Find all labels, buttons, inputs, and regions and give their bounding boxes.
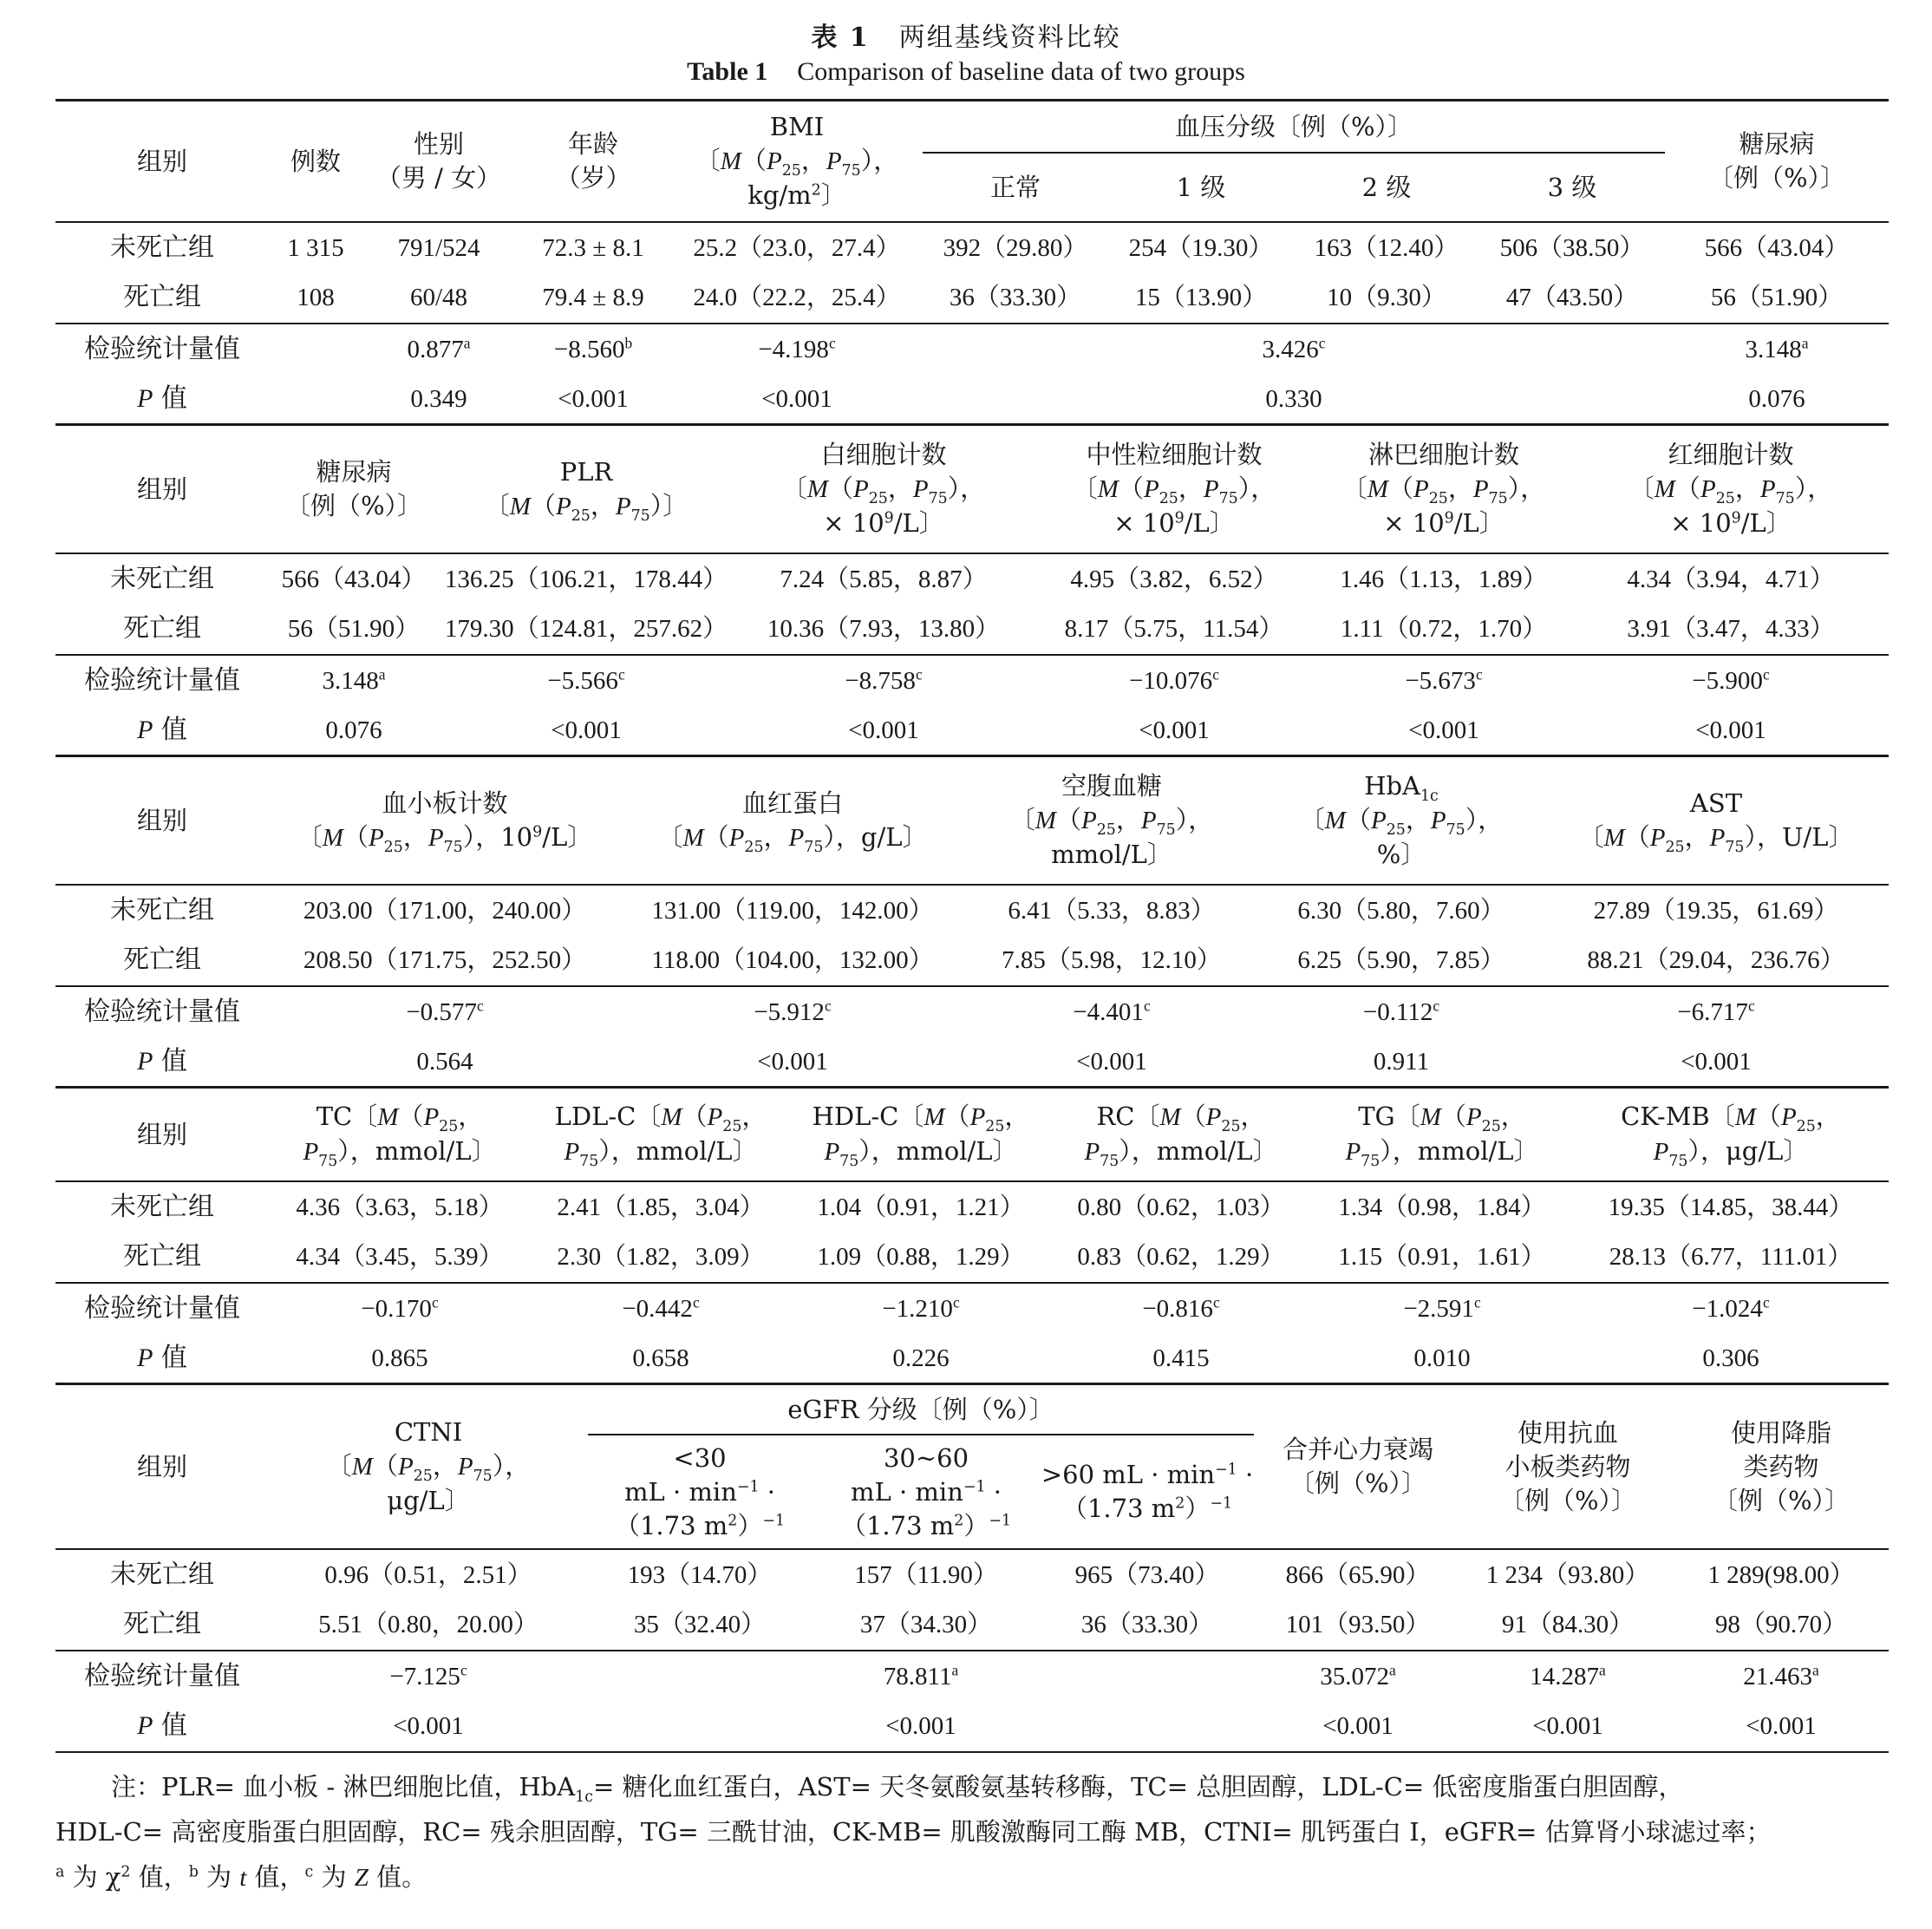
table-cell: 72.3 ± 8.1 [542,233,644,262]
baseline-table-part-5 [55,1383,1889,1753]
p-value-cell: <0.001 [885,1712,956,1741]
table-cell: 203.00（171.00，240.00） [303,896,587,925]
p-value-cell: <0.001 [1532,1712,1603,1741]
statistic-cell: −6.717$^c$ [1677,997,1755,1026]
header-egfr-30-60: 30~60 mL · $\min^{-1}$ · （1.73 $m^2)^{-1}$ [840,1442,1012,1540]
table-cell: 136.25（106.21，178.44） [444,565,728,593]
table-cell: 157（11.90） [854,1560,998,1589]
statistic-cell: −5.566$^c$ [547,665,625,695]
table-cell: 1 289(98.00） [1707,1560,1855,1589]
header-egfr-gt60: >60 mL · $\min^{-1}$ · （1.73 $m^2)^{-1}$ [1041,1460,1254,1523]
header-plr: PLR 〔$M(P_{25}$，$P_{75}$）〕 [484,456,689,525]
table-cell: 88.21（29.04，236.76） [1587,946,1845,975]
header-bp-3: 3 级 [1547,172,1597,202]
p-value-cell: <0.001 [1139,716,1210,745]
table-number-en: Table 1 [687,57,768,86]
p-value-cell: <0.001 [1322,1712,1394,1741]
table-cell: 254（19.30） [1128,233,1274,262]
table-cell: 56（51.90） [287,615,421,644]
p-value-cell: 0.306 [1702,1344,1759,1373]
table-cell: 0.80（0.62，1.03） [1077,1193,1285,1221]
statistic-cell: −0.170$^c$ [361,1293,439,1323]
table-cell: 2.30（1.82，3.09） [557,1243,765,1272]
table-row-death [55,1600,1889,1651]
table-cell: 6.30（5.80，7.60） [1297,896,1505,925]
table-footnote: 注：PLR= 血小板 - 淋巴细胞比值，HbA$_{1c}$= 糖化血红蛋白，AST= 天冬氨酸氨基转移酶，TC= 总胆固醇，LDL-C= 低密度脂蛋白胆固醇， HDL-C= 高密度脂蛋白胆固醇，RC= 残余胆固醇，TG= 三酰甘油，CK-MB= 肌酸激酶同工酶 MB，CTNI= 肌钙蛋白 I，eGFR= 估算肾小球滤过率； $^a$ 为 $\chi^2$ 值，$^b$ 为 t 值，$^c$ 为 Z 值。 [55,1772,1772,1892]
header-bp-1: 1 级 [1176,172,1226,202]
header-egfr-lt30: <30 mL · $\min^{-1}$ · （1.73 $m^2)^{-1}$ [614,1442,786,1540]
header-group: 组别 [136,146,187,176]
table-cell: 4.34（3.94，4.71） [1627,565,1835,593]
table-cell: 1.11（0.72，1.70） [1340,615,1548,644]
table-row-p [55,1037,1889,1089]
header-ldl: LDL-C〔$M(P_{25}$， $P_{75}$），mmol/L〕 [554,1102,767,1170]
p-value-cell: <0.001 [1076,1048,1147,1076]
table-block-3 [55,755,1889,1089]
baseline-table-part-4 [55,1086,1889,1385]
statistic-cell: −1.024$^c$ [1692,1293,1770,1323]
row-label-death: 死亡组 [123,1241,201,1272]
table-caption-zh [0,16,1932,54]
table-cell: 0.83（0.62，1.29） [1077,1243,1285,1272]
table-cell: 4.34（3.45，5.39） [296,1243,504,1272]
table-cell: 19.35（14.85，38.44） [1608,1193,1854,1221]
table-cell: 179.30（124.81，257.62） [444,615,728,644]
header-wbc: 白细胞计数 〔$M(P_{25}$，$P_{75}$）， × $10^9/L$〕 [781,440,986,538]
table-cell: 1.46（1.13，1.89） [1340,565,1548,593]
p-value-cell: 0.911 [1373,1048,1430,1076]
table-cell-empty [269,324,362,375]
table-cell: 10.36（7.93，13.80） [767,615,1001,644]
row-label-statistic: 检验统计量值 [84,1292,240,1324]
p-value-cell: 0.076 [1748,385,1805,414]
statistic-cell: 0.877$^a$ [407,334,471,363]
table-cell: 27.89（19.35，61.69） [1593,896,1839,925]
p-value-cell: <0.001 [848,716,919,745]
table-cell: 7.85（5.98，12.10） [1002,946,1222,975]
table-cell: 15（13.90） [1134,284,1268,312]
table-row-survivor [55,1549,1889,1600]
table-row-survivor [55,222,1889,273]
table-cell: 0.96（0.51，2.51） [324,1560,532,1589]
table-row-survivor [55,885,1889,936]
table-caption-en [0,57,1932,87]
header-egfr: eGFR 分级〔例（%）〕 [588,1384,1254,1435]
statistic-cell: −8.560$^b$ [553,334,633,363]
table-block-5 [55,1383,1889,1753]
table-cell: 1 315 [287,233,344,262]
table-cell: 108 [297,284,335,312]
p-value-cell: 0.564 [416,1048,473,1076]
statistic-cell: −5.673$^c$ [1405,665,1483,695]
table-cell: 6.25（5.90，7.85） [1297,946,1505,975]
statistic-cell: −4.198$^c$ [758,334,836,363]
header-rbc: 红细胞计数 〔$M(P_{25}$，$P_{75}$）， × $10^9/L$〕 [1628,440,1833,538]
table-cell: 36（33.30） [949,284,1082,312]
p-value-cell: 0.349 [410,385,467,414]
table-cell: 35（32.40） [633,1611,767,1639]
table-cell: 1 234（93.80） [1485,1560,1650,1589]
table-cell: 965（73.40） [1074,1560,1220,1589]
table-title-en: Comparison of baseline data of two groups [797,57,1245,86]
header-antiplatelet: 使用抗血 小板类药物 〔例（%）〕 [1498,1417,1637,1515]
header-age: 年龄 （岁） [555,129,631,193]
table-cell: 60/48 [409,284,468,312]
table-cell: 193（14.70） [627,1560,773,1589]
header-hba1c: HbA$_{1c}$ 〔$M(P_{25}$，$P_{75}$）， %〕 [1299,771,1504,869]
table-cell: 36（33.30） [1080,1611,1214,1639]
table-cell: 24.0（22.2，25.4） [693,284,901,312]
table-row-p [55,1334,1889,1385]
table-cell: 1.04（0.91，1.21） [817,1193,1025,1221]
p-value-cell: <0.001 [1681,1048,1752,1076]
table-cell: 6.41（5.33，8.83） [1008,896,1216,925]
row-label-statistic: 检验统计量值 [84,1660,240,1691]
table-cell: 37（34.30） [859,1611,993,1639]
statistic-cell: −7.125$^c$ [389,1661,467,1690]
row-label-p: P 值 [137,1046,187,1077]
table-cell: 1.09（0.88，1.29） [817,1243,1025,1272]
header-neutrophil: 中性粒细胞计数 〔$M(P_{25}$，$P_{75}$）， × $10^9/L$〕 [1072,440,1276,538]
table-cell: 79.4 ± 8.9 [542,284,644,312]
statistic-cell: −0.816$^c$ [1142,1293,1220,1323]
table-cell-empty [269,375,362,426]
statistic-cell: 3.426$^c$ [1262,334,1326,363]
p-value-cell: 0.010 [1413,1344,1471,1373]
statistic-cell: −5.912$^c$ [754,997,832,1026]
header-platelet: 血小板计数 〔$M(P_{25}$，$P_{75}$），$10^9/L$〕 [297,788,593,856]
p-value-cell: <0.001 [558,385,629,414]
table-row-statistic [55,1651,1889,1702]
table-cell: 47（43.50） [1505,284,1639,312]
statistic-cell: 14.287$^a$ [1530,1661,1606,1690]
header-diabetes: 糖尿病 〔例（%）〕 [284,457,423,520]
statistic-cell: 35.072$^a$ [1320,1661,1396,1690]
table-cell: 566（43.04） [281,565,427,593]
table-cell: 3.91（3.47，4.33） [1627,615,1835,644]
p-value-cell: <0.001 [757,1048,828,1076]
baseline-table-part-3 [55,755,1889,1089]
table-cell: 392（29.80） [943,233,1088,262]
row-label-survivor: 未死亡组 [110,894,214,925]
table-cell: 4.95（3.82，6.52） [1070,565,1278,593]
header-diabetes: 糖尿病 〔例（%）〕 [1707,129,1846,193]
table-row-survivor [55,553,1889,605]
table-block-1 [55,99,1889,426]
row-label-statistic: 检验统计量值 [84,996,240,1027]
statistic-cell: −2.591$^c$ [1403,1293,1481,1323]
row-label-p: P 值 [137,383,187,415]
table-cell: 118.00（104.00，132.00） [651,946,934,975]
p-value-cell: <0.001 [761,385,832,414]
table-row-p [55,1702,1889,1753]
row-label-death: 死亡组 [123,613,201,644]
table-title-zh: 两组基线资料比较 [898,23,1121,53]
row-label-p: P 值 [137,715,187,746]
table-number-zh: 表 1 [811,23,870,53]
header-hemoglobin: 血红蛋白 〔$M(P_{25}$，$P_{75}$），g/L〕 [657,788,928,856]
p-value-cell: <0.001 [1746,1712,1817,1741]
table-cell: 4.36（3.63，5.18） [296,1193,504,1221]
table-block-4 [55,1086,1889,1385]
p-value-cell: <0.001 [551,716,622,745]
header-group: 组别 [136,474,187,504]
statistic-cell: −0.577$^c$ [406,997,484,1026]
table-cell: 2.41（1.85，3.04） [557,1193,765,1221]
table-cell: 25.2（23.0，27.4） [693,233,901,262]
table-row-survivor [55,1181,1889,1233]
table-cell: 208.50（171.75，252.50） [303,946,587,975]
table-cell: 101（93.50） [1285,1611,1431,1639]
row-label-survivor: 未死亡组 [110,563,214,594]
table-cell: 8.17（5.75，11.54） [1064,615,1284,644]
header-group: 组别 [136,1451,187,1481]
table-cell: 506（38.50） [1499,233,1645,262]
p-value-cell: <0.001 [1695,716,1766,745]
header-lymphocyte: 淋巴细胞计数 〔$M(P_{25}$，$P_{75}$）， × $10^9/L$〕 [1341,440,1546,538]
table-block-2 [55,423,1889,757]
header-n: 例数 [290,146,341,176]
table-cell: 98（90.70） [1714,1611,1848,1639]
table-row-death [55,273,1889,324]
table-cell: 163（12.40） [1314,233,1459,262]
row-label-survivor: 未死亡组 [110,232,214,263]
baseline-table-part-2 [55,423,1889,757]
table-cell: 566（43.04） [1704,233,1850,262]
table-cell: 91（84.30） [1501,1611,1635,1639]
statistic-cell: 3.148$^a$ [322,665,386,695]
table-cell: 28.13（6.77，111.01） [1609,1243,1853,1272]
p-value-cell: 0.865 [371,1344,428,1373]
table-cell: 791/524 [397,233,480,262]
statistic-cell: 21.463$^a$ [1743,1661,1819,1690]
header-group: 组别 [136,1119,187,1149]
header-bp: 血压分级〔例（%）〕 [923,101,1665,154]
header-ctni: CTNI 〔$M(P_{25}$，$P_{75}$）， μg/L〕 [326,1417,531,1515]
table-cell: 1.15（0.91，1.61） [1338,1243,1546,1272]
table-cell: 131.00（119.00，142.00） [651,896,934,925]
header-ckmb: CK-MB〔$M(P_{25}$， $P_{75}$），μg/L〕 [1621,1102,1841,1170]
header-rc: RC〔$M(P_{25}$， $P_{75}$），mmol/L〕 [1084,1102,1278,1170]
statistic-cell: 78.811$^a$ [883,1661,959,1690]
row-label-death: 死亡组 [123,1609,201,1640]
statistic-cell: −8.758$^c$ [845,665,923,695]
row-label-statistic: 检验统计量值 [84,664,240,696]
table-cell: 56（51.90） [1710,284,1844,312]
table-row-statistic [55,1283,1889,1334]
header-bp-2: 2 级 [1361,172,1412,202]
table-row-p [55,375,1889,426]
statistic-cell: −5.900$^c$ [1692,665,1770,695]
header-heart-failure: 合并心力衰竭 〔例（%）〕 [1283,1435,1434,1498]
header-ast: AST 〔$M(P_{25}$，$P_{75}$），U/L〕 [1578,788,1854,856]
header-bmi: BMI 〔$M(P_{25}$，$P_{75}$）， $kg/m^2$〕 [695,112,899,210]
p-value-cell: <0.001 [1408,716,1479,745]
p-value-cell: 0.330 [1265,385,1322,414]
row-label-death: 死亡组 [123,945,201,976]
p-value-cell: 0.658 [632,1344,689,1373]
header-hdl: HDL-C〔$M(P_{25}$， $P_{75}$），mmol/L〕 [812,1102,1030,1170]
table-cell: 5.51（0.80，20.00） [318,1611,538,1639]
table-cell: 7.24（5.85，8.87） [780,565,988,593]
p-value-cell: 0.415 [1152,1344,1210,1373]
baseline-table-part-1 [55,99,1889,426]
header-tg: TG〔$M(P_{25}$， $P_{75}$），mmol/L〕 [1345,1102,1539,1170]
row-label-survivor: 未死亡组 [110,1191,214,1222]
statistic-cell: −4.401$^c$ [1073,997,1151,1026]
table-row-p [55,706,1889,757]
table-cell: 1.34（0.98，1.84） [1338,1193,1546,1221]
table-row-statistic [55,324,1889,375]
row-label-p: P 值 [137,1343,187,1374]
table-row-death [55,936,1889,987]
header-bp-normal: 正常 [989,172,1041,202]
header-group: 组别 [136,805,187,835]
p-value-cell: 0.076 [325,716,382,745]
table-row-death [55,605,1889,656]
row-label-statistic: 检验统计量值 [84,333,240,364]
row-label-p: P 值 [137,1710,187,1742]
table-cell: 866（65.90） [1285,1560,1431,1589]
row-label-death: 死亡组 [123,282,201,313]
table-row-statistic [55,986,1889,1037]
header-sex: 性别 （男 / 女） [375,129,502,193]
table-row-death [55,1233,1889,1284]
header-lipid-lowering: 使用降脂 类药物 〔例（%）〕 [1712,1417,1850,1515]
p-value-cell: 0.226 [892,1344,950,1373]
table-row-statistic [55,655,1889,706]
table-cell: 10（9.30） [1327,284,1446,312]
statistic-cell: −1.210$^c$ [882,1293,960,1323]
statistic-cell: −0.112$^c$ [1362,997,1440,1026]
statistic-cell: 3.148$^a$ [1745,334,1809,363]
statistic-cell: −10.076$^c$ [1129,665,1219,695]
header-tc: TC〔$M(P_{25}$， $P_{75}$），mmol/L〕 [303,1102,497,1170]
header-glucose: 空腹血糖 〔$M(P_{25}$，$P_{75}$）， mmol/L〕 [1009,771,1214,869]
row-label-survivor: 未死亡组 [110,1559,214,1590]
p-value-cell: <0.001 [393,1712,464,1741]
statistic-cell: −0.442$^c$ [622,1293,700,1323]
